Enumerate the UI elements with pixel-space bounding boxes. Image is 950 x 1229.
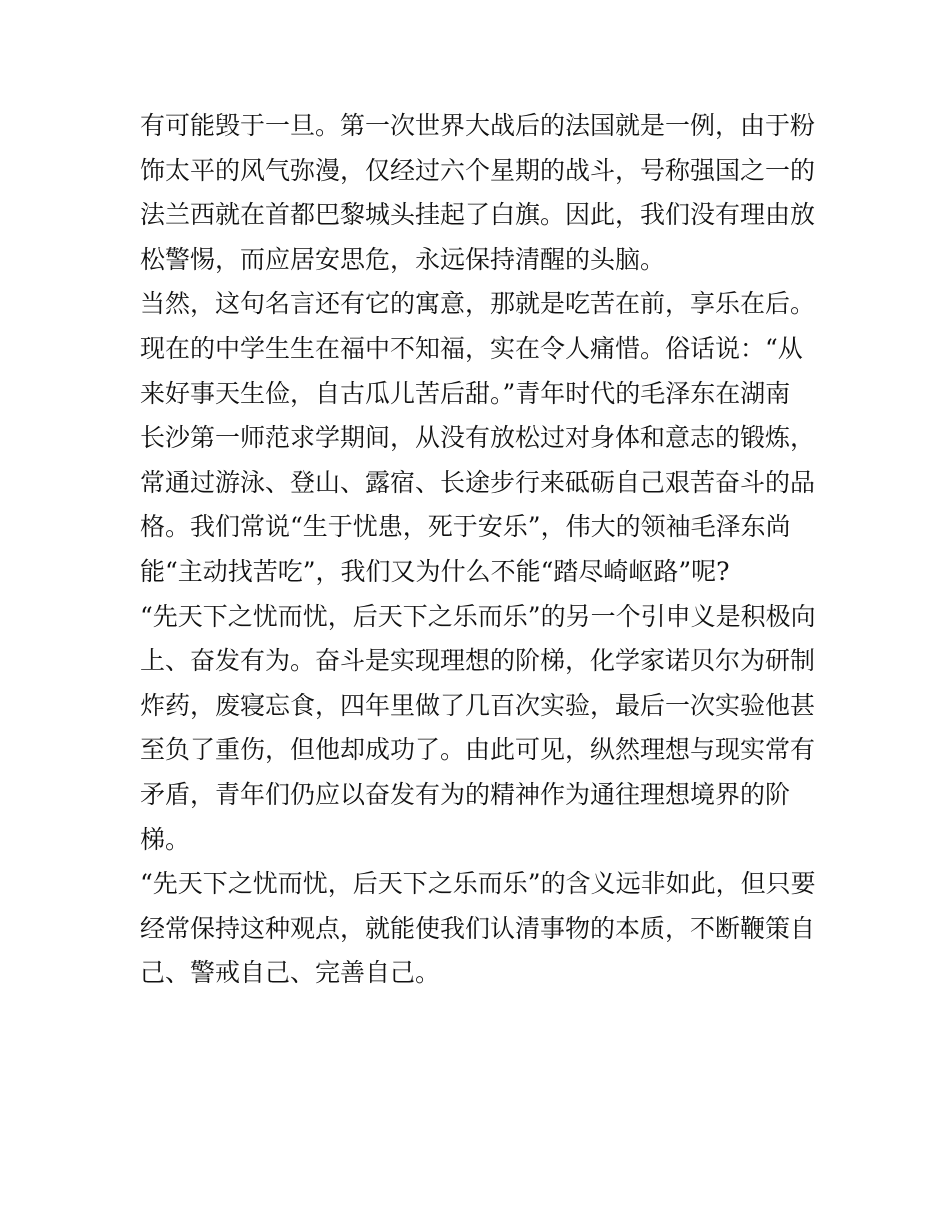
- text-line: “先天下之忧而忧，后天下之乐而乐”的含义远非如此，但只要: [140, 869, 816, 899]
- text-line: 来好事天生俭，自古瓜儿苦后甜。”青年时代的毛泽东在湖南: [140, 378, 791, 408]
- paragraph: [140, 282, 815, 594]
- body-text: [140, 104, 815, 996]
- text-line: 炸药，废寝忘食，四年里做了几百次实验，最后一次实验他甚: [140, 690, 816, 720]
- text-line: 己、警戒自己、完善自己。: [140, 958, 441, 988]
- text-line: 经常保持这种观点，就能使我们认清事物的本质，不断鞭策自: [140, 913, 816, 943]
- text-line: “先天下之忧而忧，后天下之乐而乐”的另一个引申义是积极向: [140, 601, 816, 631]
- text-line: 现在的中学生生在福中不知福，实在令人痛惜。俗话说：“从: [140, 333, 803, 363]
- text-line: 梯。: [140, 824, 191, 854]
- text-line: 上、奋发有为。奋斗是实现理想的阶梯，化学家诺贝尔为研制: [140, 646, 816, 676]
- text-line: 至负了重伤，但他却成功了。由此可见，纵然理想与现实常有: [140, 735, 816, 765]
- text-line: 饰太平的风气弥漫，仅经过六个星期的战斗，号称强国之一的: [140, 155, 816, 185]
- text-line: 格。我们常说“生于忧患，死于安乐”，伟大的领袖毛泽东尚: [140, 512, 791, 542]
- text-line: 能“主动找苦吃”，我们又为什么不能“踏尽崎岖路”呢?: [140, 556, 730, 586]
- text-line: 长沙第一师范求学期间，从没有放松过对身体和意志的锻炼，: [140, 423, 816, 453]
- text-line: 法兰西就在首都巴黎城头挂起了白旗。因此，我们没有理由放: [140, 200, 816, 230]
- paragraph: [140, 104, 815, 282]
- text-line: 矛盾，青年们仍应以奋发有为的精神作为通往理想境界的阶: [140, 779, 791, 809]
- text-line: 松警惕，而应居安思危，永远保持清醒的头脑。: [140, 244, 666, 274]
- paragraph: [140, 595, 815, 863]
- text-line: 常通过游泳、登山、露宿、长途步行来砥砺自己艰苦奋斗的品: [140, 467, 816, 497]
- paragraph: [140, 862, 815, 996]
- text-line: 有可能毁于一旦。第一次世界大战后的法国就是一例，由于粉: [140, 111, 816, 140]
- text-line: 当然，这句名言还有它的寓意，那就是吃苦在前，享乐在后。: [140, 289, 816, 319]
